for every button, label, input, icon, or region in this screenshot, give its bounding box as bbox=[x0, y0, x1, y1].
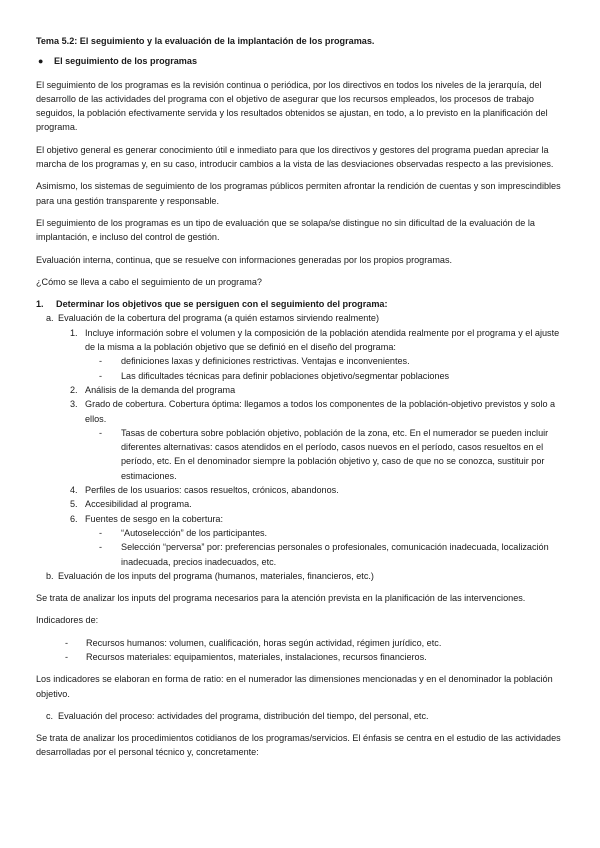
paragraph-process: Se trata de analizar los procedimientos cotidianos de los programas/servicios. El énfasis se centra en el estudio de las actividades desarrolladas por el personal técnico y, concretamente: bbox=[36, 733, 561, 758]
list-item-text: Análisis de la demanda del programa bbox=[85, 384, 236, 395]
paragraph-accountability: Asimismo, los sistemas de seguimiento de los programas públicos permiten afrontar la rendición de cuentas y son imprescindibles para una gestión transparente y responsable. bbox=[36, 181, 561, 206]
list-item-6 bbox=[36, 512, 564, 526]
indicator-text: Recursos humanos: volumen, cualificación, horas según actividad, régimen jurídico, etc. bbox=[86, 637, 442, 648]
dash-marker: - bbox=[99, 427, 103, 438]
list-item-5 bbox=[36, 497, 564, 511]
dash-marker: - bbox=[99, 542, 103, 553]
dash-item-text: “Autoselección” de los participantes. bbox=[121, 527, 268, 538]
list-item-text: Grado de cobertura. Cobertura óptima: llegamos a todos los componentes de la población-objetivo previstos y solo a ellos. bbox=[85, 399, 556, 424]
dash-item bbox=[36, 369, 564, 383]
dash-item-text: Selección “perversa” por: preferencias personales o profesionales, comunicación inadecuada, localización inadecuada, precios inadecuados, etc. bbox=[121, 542, 549, 567]
list-item-a bbox=[36, 311, 564, 325]
section-heading bbox=[36, 54, 564, 68]
dash-marker: - bbox=[99, 370, 103, 381]
list-item-text: Accesibilidad al programa. bbox=[85, 499, 192, 510]
list-item-text: Fuentes de sesgo en la cobertura: bbox=[85, 513, 224, 524]
list-item-4 bbox=[36, 483, 564, 497]
list-marker: 6. bbox=[70, 513, 78, 524]
list-marker: c. bbox=[46, 710, 54, 721]
dash-marker: - bbox=[99, 527, 103, 538]
list-item-b bbox=[36, 569, 564, 583]
list-marker: b. bbox=[46, 570, 54, 581]
dash-item bbox=[36, 426, 564, 483]
list-marker: 5. bbox=[70, 499, 78, 510]
paragraph-question: ¿Cómo se lleva a cabo el seguimiento de un programa? bbox=[36, 276, 262, 287]
list-marker: 4. bbox=[70, 485, 78, 496]
dash-item bbox=[36, 540, 564, 569]
list-marker: 1. bbox=[36, 299, 44, 310]
list-item-text: Incluye información sobre el volumen y la composición de la población atendida realmente por el programa y el ajuste de la misma a la población objetivo que se definió en el diseño del programa: bbox=[85, 327, 560, 353]
list-item-text: Evaluación de los inputs del programa (humanos, materiales, financieros, etc.) bbox=[58, 570, 374, 581]
paragraph-internal-evaluation: Evaluación interna, continua, que se resuelve con informaciones generadas por los propios programas. bbox=[36, 254, 453, 265]
list-item-step-1 bbox=[36, 297, 564, 311]
list-marker: a. bbox=[46, 313, 54, 324]
paragraph-ratio: Los indicadores se elaboran en forma de ratio: en el numerador las dimensiones mencionadas y en el denominador la población objetivo. bbox=[36, 674, 553, 699]
paragraph-evaluation-type: El seguimiento de los programas es un tipo de evaluación que se solapa/se distingue no sin dificultad de la evaluación de la implantación, e incluso del control de gestión. bbox=[36, 217, 535, 243]
dash-marker: - bbox=[65, 637, 69, 648]
document-title: Tema 5.2: El seguimiento y la evaluación de la implantación de los programas. bbox=[36, 36, 375, 46]
dash-item bbox=[36, 526, 564, 540]
dash-item-text: Tasas de cobertura sobre población objetivo, población de la zona, etc. En el numerador se pueden incluir diferentes alternativas: casos atendidos en el período, casos nuevos en el período, casos resueltos en el período, etc. En el denominador siempre la población objetivo y, caso de que no se conozca, sustituir por estimaciones. bbox=[121, 427, 549, 481]
list-item-text: Perfiles de los usuarios: casos resueltos, crónicos, abandonos. bbox=[85, 485, 339, 496]
dash-marker: - bbox=[99, 356, 103, 367]
list-item-3 bbox=[36, 397, 564, 426]
list-item-1 bbox=[36, 326, 564, 355]
paragraph-inputs: Se trata de analizar los inputs del programa necesarios para la atención prevista en la planificación de las intervenciones. bbox=[36, 593, 526, 604]
dash-item-text: definiciones laxas y definiciones restrictivas. Ventajas e inconvenientes. bbox=[121, 356, 410, 367]
list-marker: 1. bbox=[70, 327, 78, 338]
dash-item bbox=[36, 354, 564, 368]
list-item-c bbox=[36, 709, 564, 723]
paragraph-objective: El objetivo general es generar conocimiento útil e inmediato para que los directivos y gestores del programa puedan apreciar la marcha de los programas y, en su caso, introducir cambios a la vista de las desviaciones observadas respecto a las previsiones. bbox=[36, 144, 554, 170]
indicator-text: Recursos materiales: equipamientos, materiales, instalaciones, recursos financieros. bbox=[86, 651, 427, 662]
list-item-text: Determinar los objetivos que se persiguen con el seguimiento del programa: bbox=[56, 299, 388, 310]
list-marker: 3. bbox=[70, 399, 78, 410]
list-item-text: Evaluación del proceso: actividades del programa, distribución del tiempo, del personal, etc. bbox=[58, 710, 429, 721]
indicator-item bbox=[36, 636, 564, 650]
section-heading-text: El seguimiento de los programas bbox=[54, 56, 198, 67]
bullet-icon: ● bbox=[38, 56, 44, 67]
list-marker: 2. bbox=[70, 384, 78, 395]
dash-item-text: Las dificultades técnicas para definir poblaciones objetivo/segmentar poblaciones bbox=[121, 370, 450, 381]
indicators-label: Indicadores de: bbox=[36, 615, 99, 626]
dash-marker: - bbox=[65, 651, 69, 662]
list-item-text: Evaluación de la cobertura del programa (a quién estamos sirviendo realmente) bbox=[58, 313, 379, 324]
list-item-2 bbox=[36, 383, 564, 397]
paragraph-definition: El seguimiento de los programas es la revisión continua o periódica, por los directivos en todos los niveles de la jerarquía, del desarrollo de las actividades del programa con el objetivo de asegurar que los recursos empleados, los procesos de trabajo seguidos, la población efectivamente servida y los resultados obtenidos se ajustan, en todo, a lo previsto en la planificación del programa. bbox=[36, 79, 548, 133]
indicator-item bbox=[36, 650, 564, 664]
